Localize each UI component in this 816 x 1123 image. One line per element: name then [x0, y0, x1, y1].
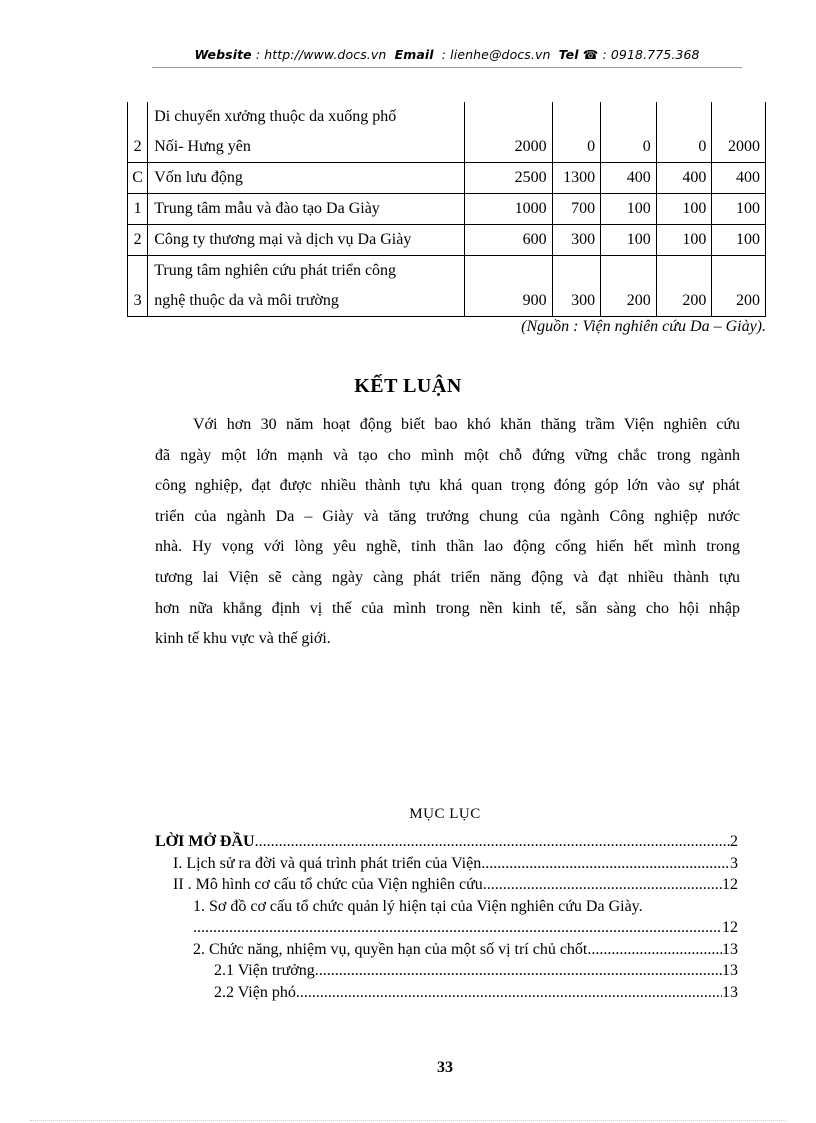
table-cell: 100	[601, 194, 657, 225]
toc-title: MỤC LỤC	[409, 806, 481, 822]
page-header	[152, 47, 742, 67]
table-row	[128, 225, 766, 256]
toc-entry-label: LỜI MỞ ĐẦU	[155, 833, 255, 850]
row-name-line: Nối- Hưng yên	[154, 138, 251, 155]
toc-entry-continuation[interactable]	[155, 919, 738, 941]
paragraph-line: công nghiệp, đạt được nhiều thành tựu khá quan trọng đóng góp lớn vào sự phát	[155, 477, 740, 495]
toc-entry[interactable]	[155, 855, 738, 877]
table-row	[128, 163, 766, 194]
row-name-line: nghệ thuộc da và môi trường	[154, 292, 339, 309]
row-number: C	[128, 163, 148, 194]
toc-entry-page: 12	[722, 876, 738, 893]
toc-entry-label: 2.1 Viện trưởng.	[214, 962, 319, 979]
toc-entry-page: 2	[730, 833, 738, 850]
toc-leader-dots	[193, 919, 722, 937]
paragraph-line: đã ngày một lớn mạnh và tạo cho mình một chỗ đứng vững chắc trong ngành	[155, 446, 740, 464]
paragraph-line: hơn nữa khẳng định vị thế của mình trong nền kinh tế, sẵn sàng cho hội nhập	[155, 599, 740, 617]
table-cell: 300	[552, 256, 601, 317]
toc-leader-dots	[485, 855, 730, 873]
table-cell: 100	[601, 225, 657, 256]
table-cell: 700	[552, 194, 601, 225]
header-divider	[152, 67, 742, 68]
conclusion-paragraph	[155, 410, 740, 655]
website-value: : http://www.docs.vn	[255, 47, 387, 62]
toc-entry-page: 12	[722, 919, 738, 936]
tel-label: Tel	[558, 47, 579, 62]
toc-entry-label: 1. Sơ đồ cơ cấu tổ chức quản lý hiện tại của Viện nghiên cứu Da Giày.	[193, 897, 643, 915]
row-number: 2	[128, 225, 148, 256]
row-name-line: Trung tâm nghiên cứu phát triển công	[154, 262, 397, 279]
paragraph-line: nhà. Hy vọng với lòng yêu nghề, tinh thần lao động cống hiến hết mình trong	[155, 538, 740, 556]
toc-entry-page: 3	[730, 854, 738, 872]
toc-entry-label: 2.2 Viện phó.	[214, 983, 300, 1001]
paragraph-line: tương lai Viện sẽ càng ngày càng phát triển năng động và đạt nhiều thành tựu	[155, 568, 740, 586]
row-name-line: Di chuyển xưởng thuộc da xuống phố	[154, 108, 397, 125]
page-bottom-divider	[30, 1120, 786, 1121]
toc-entry[interactable]	[155, 962, 738, 984]
toc-entry[interactable]	[155, 876, 738, 898]
toc-entry-label: I. Lịch sử ra đời và quá trình phát triển của Viện.	[173, 854, 486, 872]
table-of-contents	[155, 833, 738, 1005]
table-cell: 1000	[464, 194, 552, 225]
table-cell: 0	[656, 102, 712, 163]
phone-icon: ☎	[582, 47, 599, 62]
toc-entry-label: 2. Chức năng, nhiệm vụ, quyền hạn của một số vị trí chủ chốt.	[193, 940, 592, 958]
table-cell: 100	[656, 225, 712, 256]
table-cell: 100	[712, 225, 766, 256]
table-cell: 300	[552, 225, 601, 256]
table-cell: 0	[552, 102, 601, 163]
row-number: 2	[128, 102, 148, 163]
row-name: Trung tâm mẫu và đào tạo Da Giày	[148, 194, 464, 225]
tel-value: : 0918.775.368	[602, 47, 700, 62]
row-name: Vốn lưu động	[148, 163, 464, 194]
table-cell: 200	[712, 256, 766, 317]
toc-leader-dots	[591, 941, 722, 959]
table-cell: 100	[712, 194, 766, 225]
toc-leader-dots	[487, 876, 722, 894]
toc-entry-label: II . Mô hình cơ cấu tổ chức của Viện nghiên cứu.	[173, 876, 487, 893]
table-cell: 400	[712, 163, 766, 194]
table-row	[128, 194, 766, 225]
table-cell: 2000	[712, 102, 766, 163]
paragraph-line: triển của ngành Da – Giày và tăng trưởng chung của ngành Công nghiệp nước	[155, 507, 740, 525]
table-cell: 1300	[552, 163, 601, 194]
table-cell: 400	[656, 163, 712, 194]
toc-entry[interactable]	[155, 941, 738, 963]
toc-entry-page: 13	[722, 962, 738, 979]
toc-entry[interactable]	[155, 833, 738, 855]
row-number: 1	[128, 194, 148, 225]
email-label: Email	[394, 47, 434, 62]
toc-entry-page: 13	[722, 983, 738, 1001]
table-cell: 200	[656, 256, 712, 317]
email-value: : lienhe@docs.vn	[441, 47, 551, 62]
row-number: 3	[128, 256, 148, 317]
toc-leader-dots	[255, 833, 730, 851]
table-cell: 2500	[464, 163, 552, 194]
row-name	[148, 256, 464, 317]
toc-leader-dots	[300, 984, 722, 1002]
table-cell: 600	[464, 225, 552, 256]
toc-leader-dots	[319, 962, 722, 980]
conclusion-title: KẾT LUẬN	[354, 375, 462, 397]
row-name: Công ty thương mại và dịch vụ Da Giày	[148, 225, 464, 256]
investment-table	[127, 102, 766, 317]
toc-entry[interactable]	[155, 984, 738, 1006]
source-note: (Nguồn : Viện nghiên cứu Da – Giày).	[521, 318, 766, 335]
table-row	[128, 102, 766, 163]
table-row	[128, 256, 766, 317]
table-cell: 900	[464, 256, 552, 317]
toc-entry[interactable]	[155, 898, 738, 920]
website-label: Website	[194, 47, 252, 62]
table-cell: 400	[601, 163, 657, 194]
table-cell: 0	[601, 102, 657, 163]
table-cell: 100	[656, 194, 712, 225]
page-number: 33	[437, 1059, 453, 1076]
paragraph-line: Với hơn 30 năm hoạt động biết bao khó khăn thăng trầm Viện nghiên cứu	[193, 416, 740, 433]
toc-entry-page: 13	[722, 940, 738, 958]
table-cell: 2000	[464, 102, 552, 163]
paragraph-line: kinh tế khu vực và thế giới.	[155, 630, 331, 648]
table-cell: 200	[601, 256, 657, 317]
row-name	[148, 102, 464, 163]
